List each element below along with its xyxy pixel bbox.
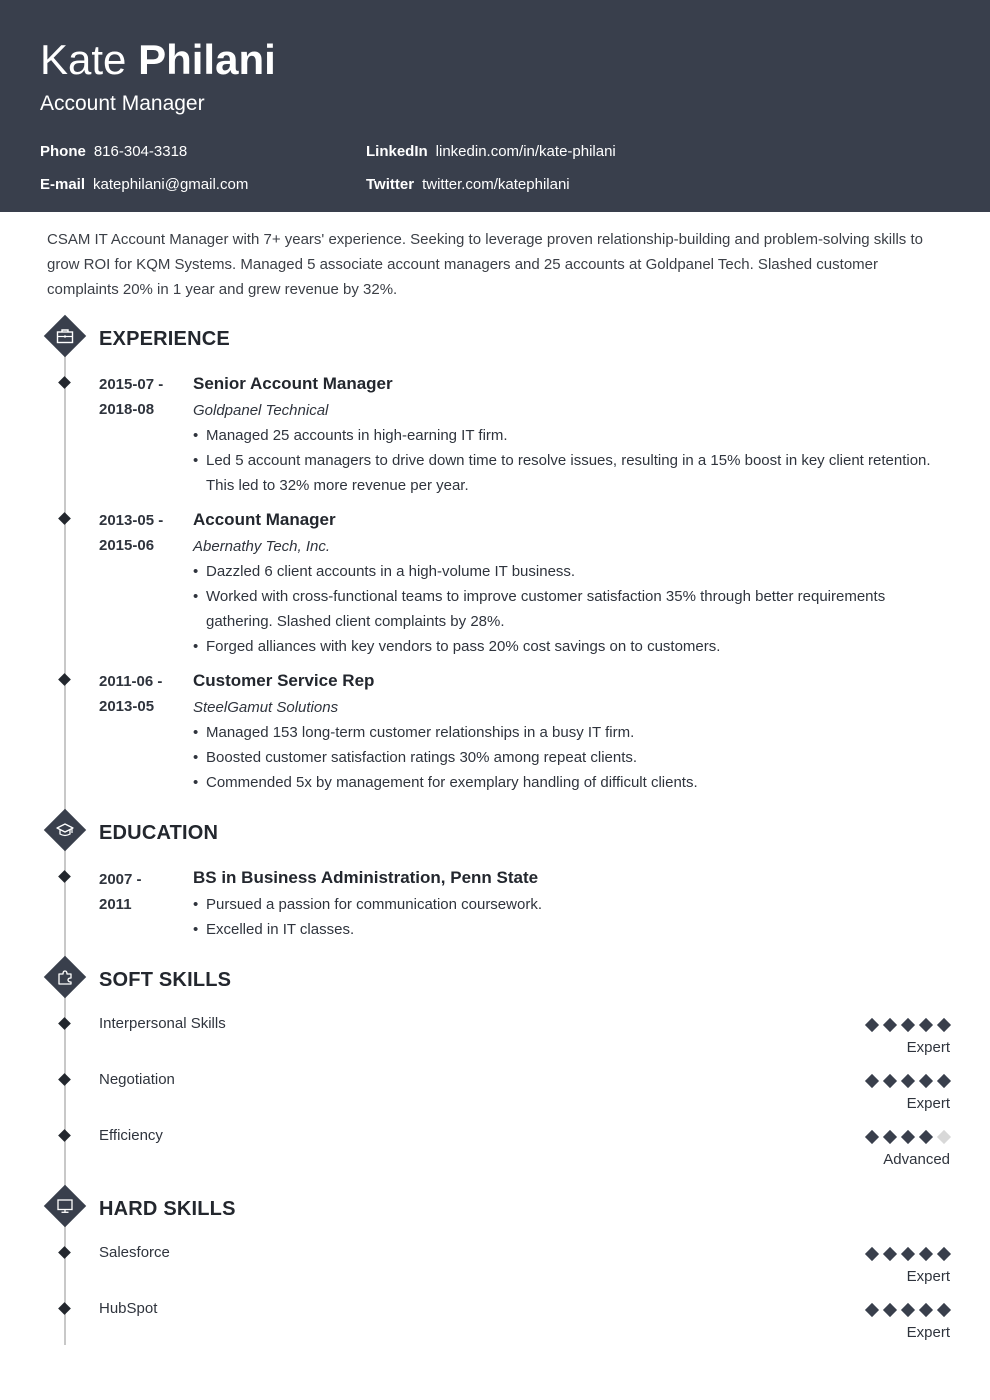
bullet-item: • Excelled in IT classes. [193, 917, 943, 942]
profile-summary: CSAM IT Account Manager with 7+ years' experience. Seeking to leverage proven relationship-building and problem-solving skills to grow ROI for KQM Systems. Managed 5 associate account managers and 25 accounts at Goldpanel Tech. Slashed customer complaints 20% in 1 year and grew revenue by 32%. [47, 231, 923, 298]
rating-diamond-filled [919, 1130, 933, 1144]
twitter-label: Twitter [366, 176, 415, 193]
education-heading: EDUCATION [99, 822, 219, 844]
phone-value[interactable]: 816-304-3318 [93, 143, 188, 160]
skill-level: Expert [906, 1268, 950, 1285]
skill-name: HubSpot [99, 1300, 158, 1317]
education-entry [193, 866, 943, 942]
skill-rating [830, 1127, 950, 1171]
bullet-item: • Dazzled 6 client accounts in a high-volume IT business. [193, 559, 943, 584]
linkedin-label: LinkedIn [366, 143, 428, 160]
timeline-dot [58, 512, 71, 525]
last-name: Philani [138, 36, 276, 83]
graduation-cap-icon [55, 820, 75, 840]
education-date [99, 867, 179, 917]
rating-diamond-filled [883, 1130, 897, 1144]
skill-level: Expert [906, 1324, 950, 1341]
rating-diamond-filled [919, 1074, 933, 1088]
rating-diamond-filled [901, 1130, 915, 1144]
date-end: 2011 [99, 896, 132, 913]
rating-diamond-filled [901, 1074, 915, 1088]
briefcase-icon [55, 326, 75, 346]
job-bullets [193, 423, 943, 498]
skill-name: Interpersonal Skills [99, 1015, 226, 1032]
contact-email [40, 176, 248, 194]
rating-diamonds [830, 1244, 950, 1264]
linkedin-link[interactable]: linkedin.com/in/kate-philani [435, 143, 616, 160]
timeline-dot [58, 1302, 71, 1315]
date-start: 2015-07 - [99, 376, 164, 393]
rating-diamonds [830, 1071, 950, 1091]
resume-header [0, 0, 990, 212]
hard-skills-section-icon [44, 1185, 86, 1227]
rating-diamond-filled [937, 1018, 951, 1032]
soft-skills-section-icon [44, 956, 86, 998]
job-entry [193, 372, 943, 498]
date-end: 2015-06 [99, 537, 155, 554]
twitter-link[interactable]: twitter.com/katephilani [422, 176, 570, 193]
skill-name: Salesforce [99, 1244, 170, 1261]
bullet-item: • Managed 25 accounts in high-earning IT firm. [193, 423, 943, 448]
skill-level: Expert [906, 1095, 950, 1112]
job-date [99, 372, 179, 422]
monitor-icon [55, 1196, 75, 1216]
job-entry [193, 508, 943, 659]
date-start: 2011-06 - [99, 673, 163, 690]
education-bullets [193, 892, 943, 942]
rating-diamond-filled [901, 1247, 915, 1261]
job-bullets [193, 720, 943, 795]
contact-phone [40, 143, 187, 161]
rating-diamond-filled [883, 1074, 897, 1088]
rating-diamond-filled [901, 1303, 915, 1317]
rating-diamond-filled [901, 1018, 915, 1032]
phone-label: Phone [40, 143, 86, 160]
job-title: Account Manager [40, 92, 205, 115]
skill-rating [830, 1015, 950, 1059]
timeline-dot [58, 673, 71, 686]
candidate-name [40, 36, 276, 84]
job-date [99, 669, 179, 719]
puzzle-icon [55, 967, 75, 987]
skill-name: Efficiency [99, 1127, 163, 1144]
experience-heading: EXPERIENCE [99, 328, 230, 350]
rating-diamonds [830, 1127, 950, 1147]
rating-diamond-filled [883, 1018, 897, 1032]
bullet-item: • Worked with cross-functional teams to improve customer satisfaction 35% through better requirements gathering. Slashed client complaints by 28%. [193, 584, 943, 634]
timeline-dot [58, 1129, 71, 1142]
rating-diamond-filled [919, 1303, 933, 1317]
soft-skills-heading: SOFT SKILLS [99, 969, 232, 991]
date-start: 2007 - [99, 871, 142, 888]
timeline-dot [58, 870, 71, 883]
rating-diamonds [830, 1015, 950, 1035]
company-name: SteelGamut Solutions [193, 699, 339, 716]
timeline-dot [58, 1017, 71, 1030]
company-name: Abernathy Tech, Inc. [193, 538, 331, 555]
experience-section-icon [44, 315, 86, 357]
skill-rating [830, 1244, 950, 1288]
rating-diamond-filled [883, 1247, 897, 1261]
rating-diamond-filled [865, 1303, 879, 1317]
skill-name: Negotiation [99, 1071, 175, 1088]
job-title: Senior Account Manager [193, 374, 393, 393]
bullet-item: • Boosted customer satisfaction ratings 30% among repeat clients. [193, 745, 943, 770]
rating-diamond-empty [937, 1130, 951, 1144]
rating-diamonds [830, 1300, 950, 1320]
rating-diamond-filled [865, 1130, 879, 1144]
rating-diamond-filled [919, 1018, 933, 1032]
rating-diamond-filled [865, 1247, 879, 1261]
first-name: Kate [40, 36, 127, 83]
skill-level: Expert [906, 1039, 950, 1056]
bullet-item: • Led 5 account managers to drive down time to resolve issues, resulting in a 15% boost in key client retention. This led to 32% more revenue per year. [193, 448, 943, 498]
email-label: E-mail [40, 176, 86, 193]
company-name: Goldpanel Technical [193, 402, 329, 419]
education-section-icon [44, 809, 86, 851]
rating-diamond-filled [865, 1018, 879, 1032]
degree-title: BS in Business Administration, Penn State [193, 868, 539, 887]
job-date [99, 508, 179, 558]
bullet-item: • Commended 5x by management for exemplary handling of difficult clients. [193, 770, 943, 795]
rating-diamond-filled [937, 1074, 951, 1088]
rating-diamond-filled [919, 1247, 933, 1261]
bullet-item: • Pursued a passion for communication coursework. [193, 892, 943, 917]
skill-rating [830, 1300, 950, 1344]
timeline-dot [58, 376, 71, 389]
contact-linkedin [366, 143, 616, 161]
skill-level: Advanced [883, 1151, 950, 1168]
date-start: 2013-05 - [99, 512, 164, 529]
rating-diamond-filled [937, 1303, 951, 1317]
hard-skills-heading: HARD SKILLS [99, 1198, 236, 1220]
timeline-dot [58, 1246, 71, 1259]
date-end: 2018-08 [99, 401, 155, 418]
job-entry [193, 669, 943, 795]
bullet-item: • Managed 153 long-term customer relationships in a busy IT firm. [193, 720, 943, 745]
job-bullets [193, 559, 943, 659]
rating-diamond-filled [883, 1303, 897, 1317]
skill-rating [830, 1071, 950, 1115]
contact-twitter [366, 176, 570, 194]
email-value[interactable]: katephilani@gmail.com [93, 176, 249, 193]
job-title: Account Manager [193, 510, 336, 529]
job-title: Customer Service Rep [193, 671, 375, 690]
rating-diamond-filled [865, 1074, 879, 1088]
bullet-item: • Forged alliances with key vendors to pass 20% cost savings on to customers. [193, 634, 943, 659]
timeline-dot [58, 1073, 71, 1086]
date-end: 2013-05 [99, 698, 155, 715]
rating-diamond-filled [937, 1247, 951, 1261]
